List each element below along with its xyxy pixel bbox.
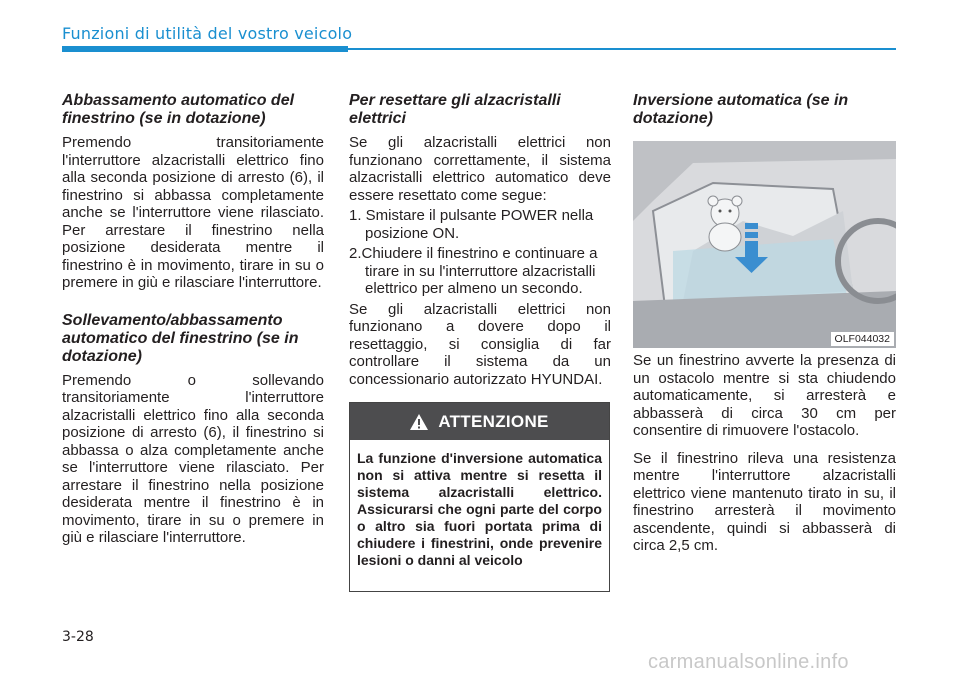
warning-header	[350, 403, 609, 440]
section-title-reset: Per resettare gli alzacristalli elettrici	[349, 92, 561, 127]
figure-code: OLF044032	[831, 332, 894, 346]
column-1	[62, 92, 324, 547]
section-text-auto-down: Premendo transitoriamente l'interruttore alzacristalli elettrico fino alla seconda posizione di arresto (6), il finestrino si abbassa completamente anche se l'interruttore viene rilasciato. Per arrestare il finestrino nella posizione desiderata mentre il finestrino è in movimento, tirare in su o premere in giù e rilasciare l'interruttore.	[62, 134, 324, 291]
car-window-drawing	[633, 141, 896, 348]
header-title: Funzioni di utilità del vostro veicolo	[62, 24, 353, 43]
column-3-text	[633, 352, 896, 555]
reset-steps	[349, 207, 611, 298]
section-text-auto-up-down: Premendo o sollevando transitoriamente l'interruttore alzacristalli elettrico fino alla seconda posizione di arresto (6), il finestrino si abbassa o alza completamente anche se l'interruttore viene rilasciato. Per arrestare il finestrino nella posizione desiderata mentre il finestrino è in movimento, tirare in su o premere in giù e rilasciare l'interruttore.	[62, 371, 324, 546]
section-title-auto-down: Abbassamento automatico del finestrino (se in dotazione)	[62, 92, 295, 127]
auto-reverse-text-2: Se il finestrino rileva una resistenza mentre l'interruttore alzacristalli elettrico viene mantenuto tirato in su, il finestrino arresterà il movimento ascendente, quindi si abbasserà di circa 2,5 cm.	[633, 449, 896, 554]
warning-triangle-icon	[410, 414, 428, 430]
auto-reverse-illustration	[633, 141, 896, 348]
column-2	[349, 92, 611, 388]
reset-step: 2.Chiudere il finestrino e continuare a tirare in su l'interruttore alzacristalli elettrico per almeno un secondo.	[349, 245, 598, 297]
reset-step: 1. Smistare il pulsante POWER nella posizione ON.	[349, 207, 594, 242]
warning-label: ATTENZIONE	[438, 411, 549, 431]
section-title-auto-up-down: Sollevamento/abbassamento automatico del finestrino (se in dotazione)	[62, 311, 299, 365]
warning-box	[349, 402, 610, 592]
reset-outro: Se gli alzacristalli elettrici non funzionano a dovere dopo il resettaggio, si consiglia di far controllare il sistema da un concessionario autorizzato HYUNDAI.	[349, 300, 611, 388]
column-3	[633, 92, 896, 134]
reset-intro: Se gli alzacristalli elettrici non funzionano correttamente, il sistema alzacristalli elettrico automatico deve essere resettato come segue:	[349, 134, 611, 204]
watermark: carmanualsonline.info	[648, 651, 849, 673]
section-title-auto-reverse: Inversione automatica (se in dotazione)	[633, 92, 849, 127]
page-number: 3-28	[62, 629, 94, 645]
warning-text: La funzione d'inversione automatica non si attiva mentre si resetta il sistema alzacristalli elettrico. Assicurarsi che ogni parte del corpo o altro sia fuori portata prima di chiudere i finestrini, onde prevenire lesioni o danni al veicolo	[357, 450, 602, 568]
header-rule-thin	[348, 48, 896, 50]
auto-reverse-text-1: Se un finestrino avverte la presenza di un ostacolo mentre si sta chiudendo automaticamente, si arresterà e abbasserà di circa 30 cm per consentire di rimuovere l'ostacolo.	[633, 352, 896, 439]
header-rule-thick	[62, 46, 348, 52]
